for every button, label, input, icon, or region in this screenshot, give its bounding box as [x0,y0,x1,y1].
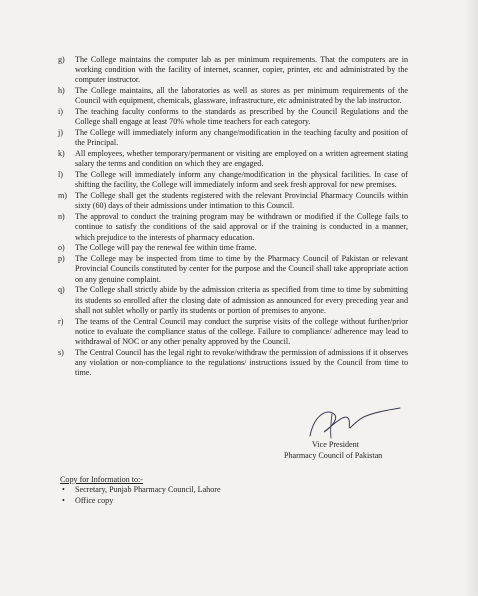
copy-item-text: Secretary, Punjab Pharmacy Council, Lahore [75,485,221,495]
clause-label: i) [58,107,63,117]
clause-q [58,285,408,316]
clause-j [58,128,408,148]
clause-label: g) [58,55,65,64]
clause-text: The College may be inspected from time to time by the Pharmacy Council of Pakistan or relevant Provincial Councils constituted by center for the purpose and the Council shall take appropriate action on any genuine complaint. [75,254,408,284]
clause-label: m) [58,191,67,201]
clause-text: The College maintains, all the laboratories as well as stores as per minimum requirements of the Council with equipment, chemicals, glassware, infrastructure, etc administrated by the lab instructor. [75,86,408,106]
bullet-icon: • [62,495,65,505]
clause-text: The College maintains the computer lab as per minimum requirements. That the computers are in working condition with the facility of internet, scanner, copier, printer, etc and administrated by the computer instructor. [75,55,408,85]
copy-heading: Copy for Information to:- [60,475,143,484]
signature-mark-icon [304,406,404,442]
signatory-organization: Pharmacy Council of Pakistan [284,451,383,460]
clause-text: The College will immediately inform any change/modification in the physical facilities. In case of shifting the facility, the College will immediately inform and seek fresh approval for new premises. [75,170,408,190]
clause-m [58,191,408,211]
clause-label: p) [58,254,65,264]
clause-o [58,243,408,253]
clause-label: k) [58,149,65,159]
clause-k [58,149,408,169]
clause-text: The teaching faculty conforms to the standards as prescribed by the Council Regulations and the College shall engage at least 70% whole time teachers for each category. [75,107,408,127]
clause-s [58,348,408,379]
signatory-title: Vice President [312,440,359,449]
clause-label: n) [58,212,65,222]
clause-label: l) [58,170,63,180]
clause-label: j) [58,128,63,138]
clause-text: The College will pay the renewal fee within time frame. [75,243,257,253]
clause-label: s) [58,347,64,357]
clause-list [58,55,408,379]
clause-label: o) [58,243,65,253]
copy-section [60,475,360,506]
clause-l [58,170,408,190]
clause-r [58,317,408,348]
clause-text: The College shall get the students registered with the relevant Provincial Pharmacy Councils within sixty (60) days of their admissions under intimation to this Council. [75,191,408,211]
clause-i [58,107,408,127]
clause-g [58,55,408,86]
clause-label: r) [58,316,64,326]
clause-label: h) [58,86,65,96]
clause-p [58,254,408,285]
page-edge-shadow [464,0,478,596]
clause-text: The Central Council has the legal right to revoke/withdraw the permission of admissions if it observes any violation or non-compliance to the regulations/ instructions issued by the Council from time to time. [75,347,408,378]
bullet-icon: • [62,485,65,495]
clause-label: q) [58,285,65,295]
clause-text: All employees, whether temporary/permanent or visiting are employed on a written agreement stating salary the terms and condition on which they are engaged. [75,149,408,169]
clause-text: The approval to conduct the training program may be withdrawn or modified if the College fails to continue to satisfy the conditions of the said approval or if the training is conducted in a manner, which prejudice to the interests of pharmacy education. [75,212,408,242]
copy-list-item [60,485,360,495]
clause-n [58,212,408,243]
signature-block [284,406,414,466]
clause-text: The College shall strictly abide by the admission criteria as specified from time to time by submitting its students so enrolled after the closing date of admission as announced for every preceding year and shall not sublet wholly or partly its students or portion of premises to anyone. [75,285,408,315]
clause-text: The teams of the Central Council may conduct the surprise visits of the college without further/prior notice to evaluate the compliance status of the college. Failure to compliance/ adherence may lead to withdrawal of NOC or any other penalty approved by the Council. [75,316,408,347]
clause-h [58,86,408,106]
clause-text: The College will immediately inform any change/modification in the teaching faculty and position of the Principal. [75,128,408,148]
copy-item-text: Office copy [75,495,114,505]
copy-list-item [60,496,360,506]
